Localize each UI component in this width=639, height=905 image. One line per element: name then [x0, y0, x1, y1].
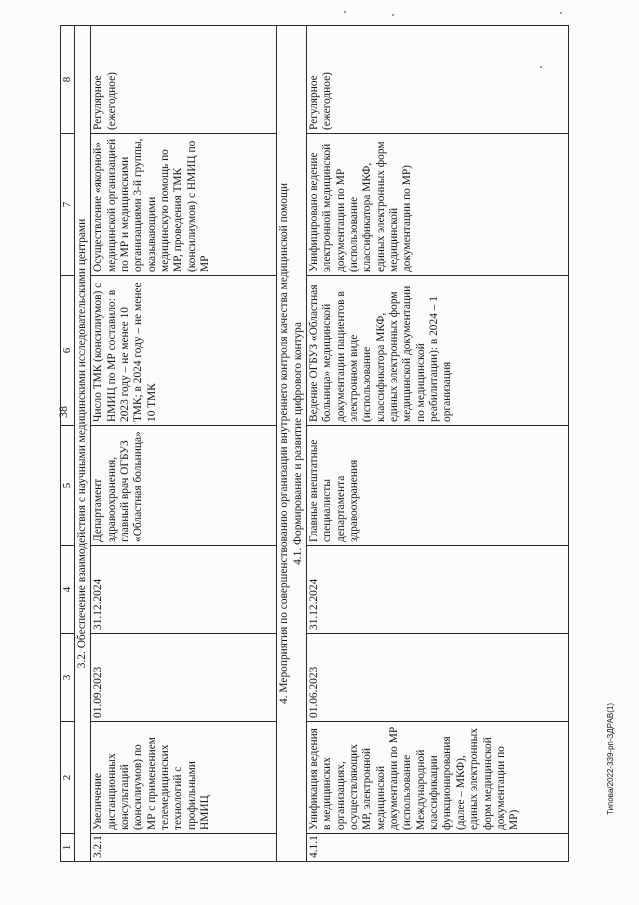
end-date: 31.12.2024 — [307, 546, 569, 634]
section-heading-row — [277, 26, 307, 862]
column-number: 4 — [61, 546, 75, 634]
scan-speck — [344, 11, 346, 13]
scan-speck — [392, 14, 394, 16]
rotated-table-container — [60, 26, 580, 862]
page-number: 38 — [56, 406, 70, 418]
column-number: 5 — [61, 426, 75, 546]
row-number: 3.2.1 — [91, 834, 277, 862]
section-heading-row — [75, 26, 91, 862]
frequency: Регулярное (ежегодное) — [91, 26, 277, 134]
measure-name: Увеличение дистанционных консультаций (консилиумов) по МР с применением телемедицинских технологий с профильными НМИЦ — [91, 722, 277, 834]
footer-document-code: Типова/2022-339-рп-ЗДРАВ(1) — [606, 702, 615, 815]
responsible: Департамент здравоохранения, главный врач ОГБУЗ «Областная больница» — [91, 426, 277, 546]
column-number: 8 — [61, 26, 75, 134]
result: Унифицировано ведение электронной медицинской документации по МР (использование классификатора МКФ, единых электронных форм медицинской документации по МР) — [307, 134, 569, 276]
row-number: 4.1.1 — [307, 834, 569, 862]
column-number: 2 — [61, 722, 75, 834]
start-date: 01.06.2023 — [307, 634, 569, 722]
end-date: 31.12.2024 — [91, 546, 277, 634]
start-date: 01.09.2023 — [91, 634, 277, 722]
responsible: Главные внештатные специалисты департамента здравоохранения — [307, 426, 569, 546]
section-4-title: 4. Мероприятия по совершенствованию организации внутреннего контроля качества медицинской помощи — [278, 183, 291, 704]
table-row-4-1-1 — [307, 26, 569, 862]
result: Осуществление «якорной» медицинской организацией по МР и медицинскими организациями 3-й группы, оказывающими медицинскую помощь по МР, проведения ТМК (консилиумов) с НМИЦ по МР — [91, 134, 277, 276]
frequency: Регулярное (ежегодное) — [307, 26, 569, 134]
column-number: 7 — [61, 134, 75, 276]
table-row-3-2-1 — [91, 26, 277, 862]
column-number: 3 — [61, 634, 75, 722]
column-number: 6 — [61, 276, 75, 426]
measures-table — [60, 25, 569, 862]
column-number: 1 — [61, 834, 75, 862]
section-4-heading — [277, 26, 307, 862]
indicator: Ведение ОГБУЗ «Областная больница» медицинской документации пациентов в электронном виде (использование классификатора МКФ, единых электронных форм медицинской документации по медицинской реабилитации): в 2024 – 1 организация — [307, 276, 569, 426]
measure-name: Унификация ведения в медицинских организациях, осуществляющих МР, электронной медицинской документации по МР (использование Международной классификации функционирования (далее – МКФ), единых электронных форм медицинской документации по МР) — [307, 722, 569, 834]
section-3-2-heading: 3.2. Обеспечение взаимодействия с научными медицинскими исследовательскими центрами — [75, 26, 91, 862]
scan-speck — [560, 12, 562, 14]
column-number-row — [61, 26, 75, 862]
indicator: Число ТМК (консилиумов) с НМИЦ по МР составило: в 2023 году – не менее 10 ТМК; в 2024 году – не менее 10 ТМК — [91, 276, 277, 426]
section-4-1-title: 4.1. Формирование и развитие цифрового контура — [291, 322, 304, 565]
